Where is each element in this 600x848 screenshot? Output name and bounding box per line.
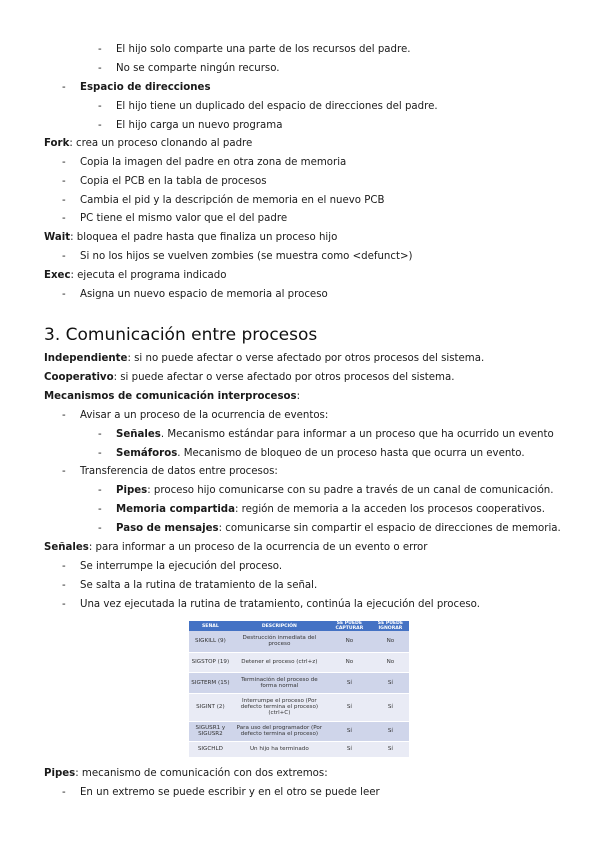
bullet-dash: - xyxy=(98,485,102,496)
table-cell: Terminación del proceso de forma normal xyxy=(232,672,327,693)
table-cell: No xyxy=(372,652,409,672)
bullet-dash: - xyxy=(62,410,66,421)
list-item: Cambia el pid y la descripción de memoria en el nuevo PCB xyxy=(80,195,385,206)
bullet-dash: - xyxy=(62,599,66,610)
list-item: Se interrumpe la ejecución del proceso. xyxy=(80,561,283,572)
bullet-dash: - xyxy=(62,195,66,206)
senales-definition: Señales: para informar a un proceso de la ocurrencia de un evento o error xyxy=(44,542,428,553)
bullet-dash: - xyxy=(62,466,66,477)
table-cell: SIGTERM (15) xyxy=(189,672,232,693)
avisar-label: Avisar a un proceso de la ocurrencia de eventos: xyxy=(80,410,329,421)
mecanismos-heading: Mecanismos de comunicación interprocesos: xyxy=(44,391,301,402)
table-cell: Destrucción inmediata del proceso xyxy=(232,631,327,652)
list-item: En un extremo se puede escribir y en el otro se puede leer xyxy=(80,787,380,798)
table-row xyxy=(189,741,409,757)
table-row xyxy=(189,693,409,721)
bullet-dash: - xyxy=(62,157,66,168)
table-row xyxy=(189,721,409,741)
table-cell: No xyxy=(372,631,409,652)
table-cell: Para uso del programador (Por defecto termina el proceso) xyxy=(232,721,327,741)
table-header: SE PUEDE CAPTURAR xyxy=(327,621,372,631)
bullet-dash: - xyxy=(62,176,66,187)
table-cell: Sí xyxy=(327,721,372,741)
table-row xyxy=(189,672,409,693)
bullet-dash: - xyxy=(62,251,66,262)
table-cell: Sí xyxy=(372,672,409,693)
table-header-row xyxy=(189,621,409,631)
senales-item: Señales. Mecanismo estándar para informar a un proceso que ha ocurrido un evento xyxy=(116,429,554,440)
list-item: Si no los hijos se vuelven zombies (se muestra como <defunct>) xyxy=(80,251,413,262)
list-item: No se comparte ningún recurso. xyxy=(116,63,280,74)
bullet-dash: - xyxy=(98,429,102,440)
table-header: SE PUEDE IGNORAR xyxy=(372,621,409,631)
list-item: Copia el PCB en la tabla de procesos xyxy=(80,176,267,187)
table-row xyxy=(189,631,409,652)
table-cell: Sí xyxy=(372,741,409,757)
table-cell: Detener el proceso (ctrl+z) xyxy=(232,652,327,672)
pipes-item: Pipes: proceso hijo comunicarse con su padre a través de un canal de comunicación. xyxy=(116,485,554,496)
fork-definition: Fork: crea un proceso clonando al padre xyxy=(44,138,253,149)
table-cell: No xyxy=(327,631,372,652)
table-cell: SIGCHLD xyxy=(189,741,232,757)
list-item: El hijo solo comparte una parte de los recursos del padre. xyxy=(116,44,411,55)
bullet-dash: - xyxy=(98,63,102,74)
pipes-definition: Pipes: mecanismo de comunicación con dos extremos: xyxy=(44,768,328,779)
table-row xyxy=(189,652,409,672)
bullet-dash: - xyxy=(62,289,66,300)
table-cell: Sí xyxy=(327,693,372,721)
table-cell: Sí xyxy=(372,693,409,721)
bullet-dash: - xyxy=(98,101,102,112)
list-item: El hijo tiene un duplicado del espacio de direcciones del padre. xyxy=(116,101,438,112)
table-cell: SIGSTOP (19) xyxy=(189,652,232,672)
signals-table xyxy=(189,621,409,758)
table-cell: SIGKILL (9) xyxy=(189,631,232,652)
table-cell: Un hijo ha terminado xyxy=(232,741,327,757)
bullet-dash: - xyxy=(98,120,102,131)
transferencia-label: Transferencia de datos entre procesos: xyxy=(80,466,278,477)
bullet-dash: - xyxy=(62,561,66,572)
table-cell: SIGUSR1 y SIGUSR2 xyxy=(189,721,232,741)
wait-definition: Wait: bloquea el padre hasta que finaliza un proceso hijo xyxy=(44,232,338,243)
bullet-dash: - xyxy=(98,448,102,459)
bullet-dash: - xyxy=(62,787,66,798)
table-cell: Sí xyxy=(372,721,409,741)
table-cell: Sí xyxy=(327,672,372,693)
bullet-dash: - xyxy=(62,82,66,93)
list-item: Copia la imagen del padre en otra zona de memoria xyxy=(80,157,347,168)
list-item: Se salta a la rutina de tratamiento de la señal. xyxy=(80,580,318,591)
table-header: DESCRIPCIÓN xyxy=(232,621,327,631)
mensajes-item: Paso de mensajes: comunicarse sin compartir el espacio de direcciones de memoria. xyxy=(116,523,561,534)
bullet-dash: - xyxy=(98,523,102,534)
list-item: Una vez ejecutada la rutina de tratamiento, continúa la ejecución del proceso. xyxy=(80,599,480,610)
list-item: El hijo carga un nuevo programa xyxy=(116,120,283,131)
list-item: PC tiene el mismo valor que el del padre xyxy=(80,213,288,224)
bullet-dash: - xyxy=(62,213,66,224)
independiente-definition: Independiente: si no puede afectar o verse afectado por otros procesos del sistema. xyxy=(44,353,485,364)
bullet-dash: - xyxy=(98,44,102,55)
memoria-item: Memoria compartida: región de memoria a la acceden los procesos cooperativos. xyxy=(116,504,545,515)
list-item: Asigna un nuevo espacio de memoria al proceso xyxy=(80,289,328,300)
section-title: 3. Comunicación entre procesos xyxy=(44,325,318,345)
exec-definition: Exec: ejecuta el programa indicado xyxy=(44,270,227,281)
table-cell: SIGINT (2) xyxy=(189,693,232,721)
table-cell: Interrumpe el proceso (Por defecto termina el proceso) (ctrl+C) xyxy=(232,693,327,721)
cooperativo-definition: Cooperativo: si puede afectar o verse afectado por otros procesos del sistema. xyxy=(44,372,455,383)
table-cell: No xyxy=(327,652,372,672)
table-header: SEÑAL xyxy=(189,621,232,631)
table-cell: Sí xyxy=(327,741,372,757)
espacio-heading: Espacio de direcciones xyxy=(80,82,211,93)
bullet-dash: - xyxy=(98,504,102,515)
semaforos-item: Semáforos. Mecanismo de bloqueo de un proceso hasta que ocurra un evento. xyxy=(116,448,525,459)
bullet-dash: - xyxy=(62,580,66,591)
